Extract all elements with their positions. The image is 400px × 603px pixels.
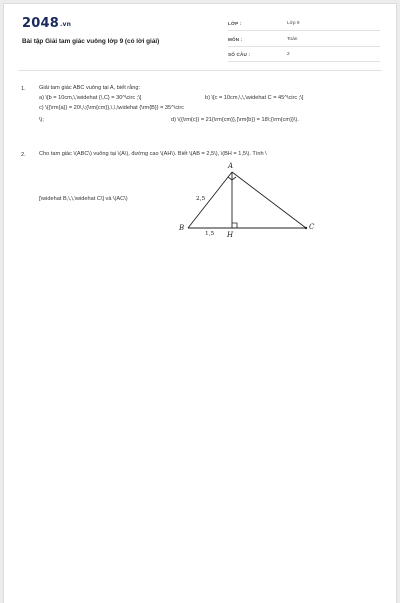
question-1-part-b: b) \[c = 10cm,\,\,\widehat C = 45^\circ ;\] xyxy=(205,95,304,101)
vertex-b-label: B xyxy=(179,224,185,232)
ab-length-label: 2,5 xyxy=(196,196,206,202)
question-1-part-c-end: \); xyxy=(39,117,44,123)
meta-count-value: 2 xyxy=(287,52,290,57)
bh-length-label: 1,5 xyxy=(205,231,215,237)
point-c xyxy=(305,227,307,229)
side-ac xyxy=(232,172,306,228)
meta-subject-label: MÔN : xyxy=(228,37,243,42)
right-angle-mark-h xyxy=(232,223,237,228)
meta-question-count xyxy=(228,49,380,62)
vertex-a-label: A xyxy=(228,162,234,170)
site-logo[interactable] xyxy=(22,16,71,31)
vertex-c-label: C xyxy=(309,223,315,231)
meta-class-label: LỚP : xyxy=(228,21,242,26)
document-title: Bài tập Giải tam giác vuông lớp 9 (có lời giải) xyxy=(22,38,160,45)
document-page xyxy=(3,3,397,603)
logo-suffix: .vn xyxy=(59,21,72,28)
meta-count-label: SỐ CÂU : xyxy=(228,52,251,57)
question-1-intro: Giải tam giác ABC vuông tại A, biết rằng: xyxy=(39,85,141,91)
question-1-number: 1. xyxy=(21,86,26,92)
logo-text: 2048 xyxy=(22,16,59,31)
question-1-part-d: d) \({\rm{c}} = 21{\rm{cm}},{\rm{b}} = 18\;{\rm{cm}}\). xyxy=(171,117,299,123)
question-2-text-cont: [\widehat B,\,\,\widehat C\] và \(AC\) xyxy=(39,196,128,202)
question-2-number: 2. xyxy=(21,152,26,158)
question-1-part-a: a) \[b = 10cm,\,\widehat {\,C} = 30^\circ ;\] xyxy=(39,95,142,101)
side-ab xyxy=(188,172,232,228)
header-divider xyxy=(18,70,382,71)
foot-h-label: H xyxy=(227,231,234,239)
triangle-diagram xyxy=(174,160,324,250)
meta-class xyxy=(228,18,380,31)
meta-class-value: Lớp 9 xyxy=(287,21,300,26)
meta-subject-value: Toán xyxy=(287,37,298,42)
question-2-text: Cho tam giác \(ABC\) vuông tại \(A\), đường cao \(AH\). Biết \(AB = 2,5\), \(BH = 1,5\). Tính \ xyxy=(39,151,267,157)
question-1-part-c: c) \({\rm{a}} = 20\,\;{\rm{cm}},\,\,\widehat {\rm{B}} = 35^\circ xyxy=(39,105,185,111)
meta-subject xyxy=(228,34,380,47)
triangle-figure xyxy=(174,160,324,255)
